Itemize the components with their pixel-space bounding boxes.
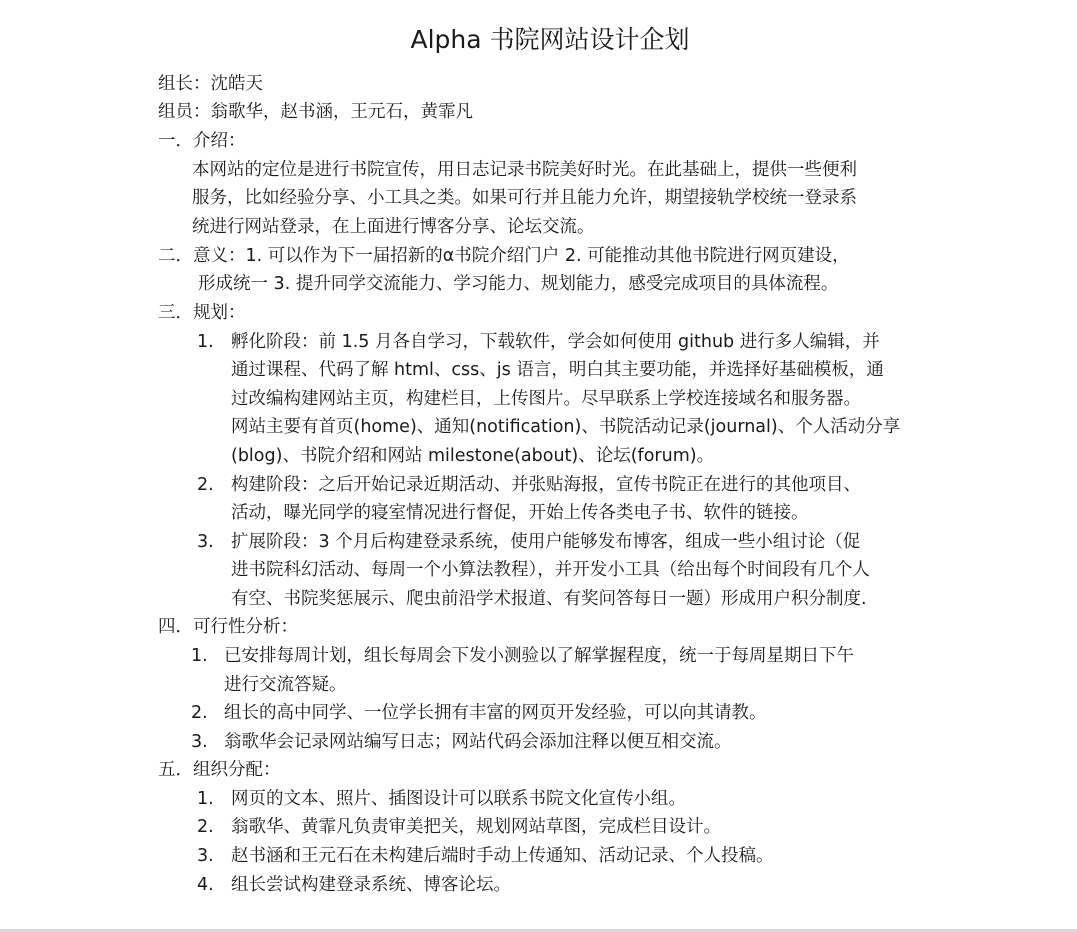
section-heading-significance: 二．意义：1. 可以作为下一届招新的α书院介绍门户 2. 可能推动其他书院进行网页建设，	[158, 246, 850, 266]
section-heading-organization: 五．组织分配：	[158, 760, 281, 780]
list-number: 4.	[197, 875, 214, 895]
plan-item-line: 进书院科幻活动、每周一个小算法教程），并开发小工具（给出每个时间段有几个人	[231, 560, 870, 580]
plan-item-line: 构建阶段：之后开始记录近期活动、并张贴海报，宣传书院正在进行的其他项目、	[231, 475, 861, 495]
list-number: 2.	[191, 703, 208, 723]
feasibility-item-line: 组长的高中同学、一位学长拥有丰富的网页开发经验，可以向其请教。	[224, 703, 767, 723]
list-number: 3.	[197, 846, 214, 866]
significance-continuation: 形成统一 3. 提升同学交流能力、学习能力、规划能力，感受完成项目的具体流程。	[198, 274, 839, 294]
plan-item-line: 通过课程、代码了解 html、css、js 语言，明白其主要功能，并选择好基础模板，通	[231, 360, 884, 380]
feasibility-item-line: 翁歌华会记录网站编写日志；网站代码会添加注释以便互相交流。	[224, 732, 732, 752]
list-number: 2.	[197, 817, 214, 837]
plan-item-line: 有空、书院奖惩展示、爬虫前沿学术报道、有奖问答每日一题）形成用户积分制度.	[231, 589, 867, 609]
list-number: 1.	[197, 332, 214, 352]
plan-item-line: 活动，曝光同学的寝室情况进行督促，开始上传各类电子书、软件的链接。	[231, 503, 809, 523]
section-heading-feasibility: 四．可行性分析：	[158, 617, 298, 637]
list-number: 3.	[197, 532, 214, 552]
section-heading-intro: 一．介绍：	[158, 131, 246, 151]
organization-item: 赵书涵和王元石在未构建后端时手动上传通知、活动记录、个人投稿。	[231, 846, 774, 866]
list-number: 2.	[197, 475, 214, 495]
feasibility-item-line: 已安排每周计划，组长每周会下发小测验以了解掌握程度，统一于每周星期日下午	[224, 646, 854, 666]
list-number: 1.	[191, 646, 208, 666]
intro-paragraph-line: 服务，比如经验分享、小工具之类。如果可行并且能力允许，期望接轨学校统一登录系	[192, 188, 857, 208]
organization-item: 组长尝试构建登录系统、博客论坛。	[231, 875, 511, 895]
plan-item-line: 过改编构建网站主页，构建栏目，上传图片。尽早联系上学校连接域名和服务器。	[231, 389, 861, 409]
document-title: Alpha 书院网站设计企划	[410, 25, 690, 54]
plan-item-line: 孵化阶段：前 1.5 月各自学习，下载软件，学会如何使用 github 进行多人编辑，并	[231, 332, 880, 352]
leader-line: 组长：沈皓天	[158, 74, 263, 94]
list-number: 1.	[197, 789, 214, 809]
list-number: 3.	[191, 732, 208, 752]
plan-item-line: (blog)、书院介绍和网站 milestone(about)、论坛(forum)。	[231, 446, 715, 466]
plan-item-line: 扩展阶段：3 个月后构建登录系统，使用户能够发布博客，组成一些小组讨论（促	[231, 532, 861, 552]
intro-paragraph-line: 统进行网站登录，在上面进行博客分享、论坛交流。	[192, 217, 595, 237]
section-heading-plan: 三．规划：	[158, 303, 246, 323]
organization-item: 翁歌华、黄霏凡负责审美把关，规划网站草图，完成栏目设计。	[231, 817, 721, 837]
feasibility-item-line: 进行交流答疑。	[224, 675, 347, 695]
organization-item: 网页的文本、照片、插图设计可以联系书院文化宣传小组。	[231, 789, 686, 809]
intro-paragraph-line: 本网站的定位是进行书院宣传，用日志记录书院美好时光。在此基础上，提供一些便利	[192, 160, 857, 180]
members-line: 组员：翁歌华，赵书涵，王元石，黄霏凡	[158, 102, 473, 122]
plan-item-line: 网站主要有首页(home)、通知(notification)、书院活动记录(journal)、个人活动分享	[231, 417, 901, 437]
